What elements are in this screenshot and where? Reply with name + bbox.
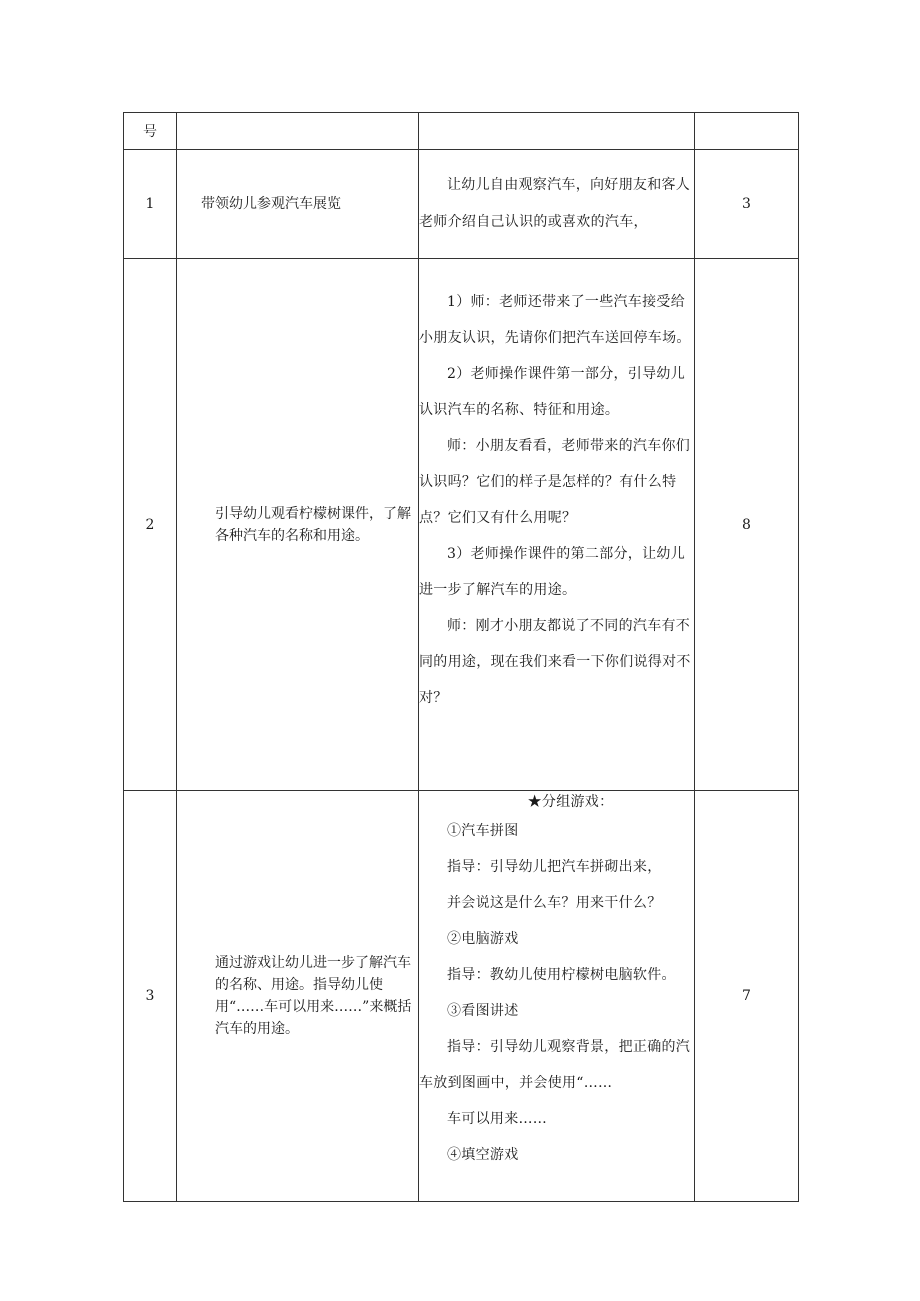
row-content — [419, 259, 695, 791]
lesson-plan-table — [123, 112, 799, 1202]
game-title: ④填空游戏 — [447, 1147, 519, 1163]
content-paragraph: 3）老师操作课件的第二部分，让幼儿进一步了解汽车的用途。 — [419, 546, 686, 598]
game-text: 指导：教幼儿使用柠檬树电脑软件。 — [447, 967, 676, 983]
game-text: 车可以用来…… — [447, 1111, 548, 1127]
header-activity — [177, 113, 419, 150]
content-paragraph: 师：小朋友看看，老师带来的汽车你们认识吗？它们的样子是怎样的？有什么特点？它们又有什么用呢？ — [419, 438, 691, 526]
table-row — [124, 259, 799, 791]
row-activity: 引导幼儿观看柠檬树课件，了解各种汽车的名称和用途。 — [177, 259, 419, 791]
header-number: 号 — [124, 113, 177, 150]
table-header-row — [124, 113, 799, 150]
row-time: 7 — [695, 791, 799, 1202]
content-paragraph: 2）老师操作课件第一部分，引导幼儿认识汽车的名称、特征和用途。 — [419, 366, 686, 418]
game-text: 指导：引导幼儿观察背景，把正确的汽车放到图画中，并会使用“…… — [419, 1039, 691, 1091]
row-number: 2 — [124, 259, 177, 791]
game-title: ①汽车拼图 — [447, 823, 519, 839]
game-title: ②电脑游戏 — [447, 931, 519, 947]
row-number: 1 — [124, 150, 177, 259]
games-heading: ★分组游戏： — [527, 794, 614, 810]
table-row — [124, 791, 799, 1202]
row-time: 3 — [695, 150, 799, 259]
table-row — [124, 150, 799, 259]
row-content — [419, 791, 695, 1202]
content-paragraph: 1）师：老师还带来了一些汽车接受给小朋友认识，先请你们把汽车送回停车场。 — [419, 294, 691, 346]
header-time — [695, 113, 799, 150]
content-paragraph: 让幼儿自由观察汽车，向好朋友和客人老师介绍自己认识的或喜欢的汽车， — [419, 177, 691, 230]
game-title: ③看图讲述 — [447, 1003, 519, 1019]
header-content — [419, 113, 695, 150]
content-paragraph: 师：刚才小朋友都说了不同的汽车有不同的用途，现在我们来看一下你们说得对不对？ — [419, 618, 691, 706]
game-text: 并会说这是什么车？用来干什么？ — [447, 895, 662, 911]
row-activity: 带领幼儿参观汽车展览 — [177, 150, 419, 259]
row-time: 8 — [695, 259, 799, 791]
row-content — [419, 150, 695, 259]
game-text: 指导：引导幼儿把汽车拼砌出来， — [447, 859, 662, 875]
row-number: 3 — [124, 791, 177, 1202]
row-activity: 通过游戏让幼儿进一步了解汽车的名称、用途。指导幼儿使用“……车可以用来……”来概括汽车的用途。 — [177, 791, 419, 1202]
